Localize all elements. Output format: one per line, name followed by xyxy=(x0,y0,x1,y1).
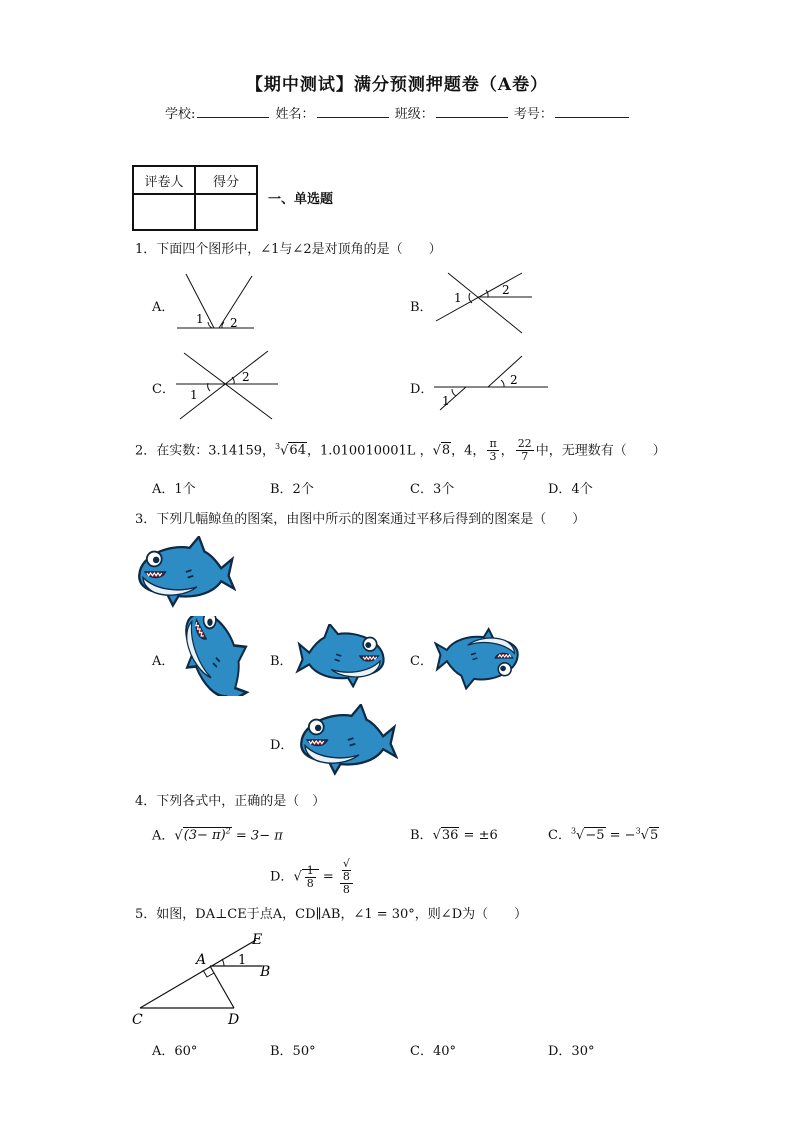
q3-stem: 3．下列几幅鲸鱼的图案，由图中所示的图案通过平移后得到的图案是（ ） xyxy=(135,512,586,527)
q5-option-a[interactable]: A．60° xyxy=(152,1044,198,1059)
reviewer-cell[interactable] xyxy=(133,194,195,230)
q4-b-label: B． xyxy=(410,828,433,843)
q5-point-c: C xyxy=(132,1012,143,1028)
q2-pi-over-3 xyxy=(487,438,498,463)
school-label: 学校: xyxy=(165,107,196,122)
class-label: 班级： xyxy=(394,107,434,122)
q1-figure-c xyxy=(172,347,284,422)
q2-cbrt64: 64 xyxy=(289,443,306,459)
q5-point-a: A xyxy=(196,952,207,968)
q4-d-rhs-num: 8 xyxy=(342,870,350,883)
q5-point-d: D xyxy=(228,1012,240,1028)
q2-stem: 2．在实数：3.14159，$^3$√64，1.010010001L ，√8，4， $\frac{\pi}{3}$ ， $\frac{22}{7}$ 中，无理数有（ ） xyxy=(135,437,666,464)
q4-stem: 4．下列各式中，正确的是（ ） xyxy=(135,794,326,809)
q4-a-inner: (3− π) xyxy=(183,828,226,844)
q1-option-d[interactable]: D． xyxy=(410,382,434,397)
q1-option-b[interactable]: B． xyxy=(410,300,433,315)
q4-a-square: 2 xyxy=(225,827,231,836)
q3-shark-d[interactable] xyxy=(294,704,398,776)
q1-figure-d xyxy=(430,352,550,414)
q1c-angle1: 1 xyxy=(190,388,198,402)
q1d-angle2: 2 xyxy=(510,373,518,387)
q3-shark-c[interactable] xyxy=(434,626,524,690)
q2-7: 7 xyxy=(521,450,529,464)
score-table xyxy=(132,165,258,231)
q1-figure-b xyxy=(430,265,540,337)
q1-stem: 1．下面四个图形中，∠1与∠2是对顶角的是（ ） xyxy=(135,242,442,257)
q4-option-a[interactable]: A．$√(3- \pi)^2 = 3- \pi$ xyxy=(152,827,283,844)
q1a-angle2: 2 xyxy=(230,316,238,330)
q3-option-d[interactable]: D． xyxy=(270,738,294,753)
section-heading: 一、单选题 xyxy=(268,192,334,207)
school-blank[interactable] xyxy=(197,104,269,118)
q5-angle-1: 1 xyxy=(238,953,247,968)
q2-option-d[interactable]: D．4个 xyxy=(548,482,593,497)
number-label: 考号： xyxy=(513,107,553,122)
q2-four: ，4， xyxy=(451,443,486,459)
name-label: 姓名： xyxy=(275,107,315,122)
q5-point-b: B xyxy=(260,964,271,980)
q4-c-rad2: 5 xyxy=(649,828,659,843)
q4-d-label: D． xyxy=(270,869,294,885)
q1-option-c[interactable]: C． xyxy=(152,382,175,397)
q5-stem: 5．如图，DA⊥CE于点A，CD∥AB，∠1 = 30°，则∠D为（ ） xyxy=(135,907,528,922)
q3-shark-a[interactable] xyxy=(172,616,258,696)
q4-d-num: 1 xyxy=(306,863,314,877)
reviewer-header: 评卷人 xyxy=(133,166,195,194)
q2-three: 3 xyxy=(489,450,497,464)
q5-option-c[interactable]: C．40° xyxy=(410,1044,456,1059)
student-info-line xyxy=(165,103,631,122)
q4-option-c[interactable]: C．$^3$√−5 = −$^3$√5 xyxy=(548,826,659,843)
score-header: 得分 xyxy=(195,166,257,194)
q2-option-a[interactable]: A．1个 xyxy=(152,482,196,497)
q4-c-rhs: = − xyxy=(609,828,636,843)
q2-option-c[interactable]: C．3个 xyxy=(410,482,455,497)
q5-option-d[interactable]: D．30° xyxy=(548,1044,595,1059)
q2-mid: ，1.010010001L ， xyxy=(306,443,433,459)
page-title: 【期中测试】满分预测押题卷（A卷） xyxy=(245,75,549,95)
q3-option-b[interactable]: B． xyxy=(270,654,293,669)
q4-b-rhs: = ±6 xyxy=(463,828,498,843)
q5-figure xyxy=(128,928,288,1028)
q1b-angle2: 2 xyxy=(502,283,510,297)
q1-option-a[interactable]: A． xyxy=(152,300,175,315)
q1d-angle1: 1 xyxy=(442,394,450,408)
score-cell[interactable] xyxy=(195,194,257,230)
q3-reference-shark xyxy=(132,536,236,608)
q1-figure-a xyxy=(172,270,262,335)
number-blank[interactable] xyxy=(555,104,629,118)
q2-option-b[interactable]: B．2个 xyxy=(270,482,314,497)
q1c-angle2: 2 xyxy=(242,370,250,384)
q4-d-den: 8 xyxy=(306,876,314,890)
q2-end: 中，无理数有（ ） xyxy=(535,443,666,459)
q1b-angle1: 1 xyxy=(454,291,462,305)
q2-22-over-7 xyxy=(516,438,534,463)
q4-c-label: C． xyxy=(548,828,571,843)
q5-point-e: E xyxy=(252,932,263,948)
q2-sqrt8: 8 xyxy=(441,443,451,459)
q3-option-c[interactable]: C． xyxy=(410,654,433,669)
q4-d-rhs-den: 8 xyxy=(342,883,350,896)
name-blank[interactable] xyxy=(317,104,389,118)
q4-b-rad: 36 xyxy=(441,828,459,843)
q2-stem-start: 2．在实数：3.14159， xyxy=(135,443,276,459)
q3-shark-b[interactable] xyxy=(294,624,392,688)
q5-option-b[interactable]: B．50° xyxy=(270,1044,316,1059)
class-blank[interactable] xyxy=(436,104,508,118)
q2-22: 22 xyxy=(517,437,532,451)
q3-option-a[interactable]: A． xyxy=(152,654,175,669)
q2-pi: π xyxy=(489,437,497,451)
q1a-angle1: 1 xyxy=(196,312,204,326)
q4-a-label: A． xyxy=(152,828,175,844)
q4-a-rhs: = 3− π xyxy=(235,828,283,844)
q4-c-rad: −5 xyxy=(585,828,605,843)
q4-option-b[interactable]: B．√36 = ±6 xyxy=(410,828,498,843)
q4-option-d[interactable]: D．√ $\frac{1}{8}$ = √ 8 8 xyxy=(270,858,355,896)
